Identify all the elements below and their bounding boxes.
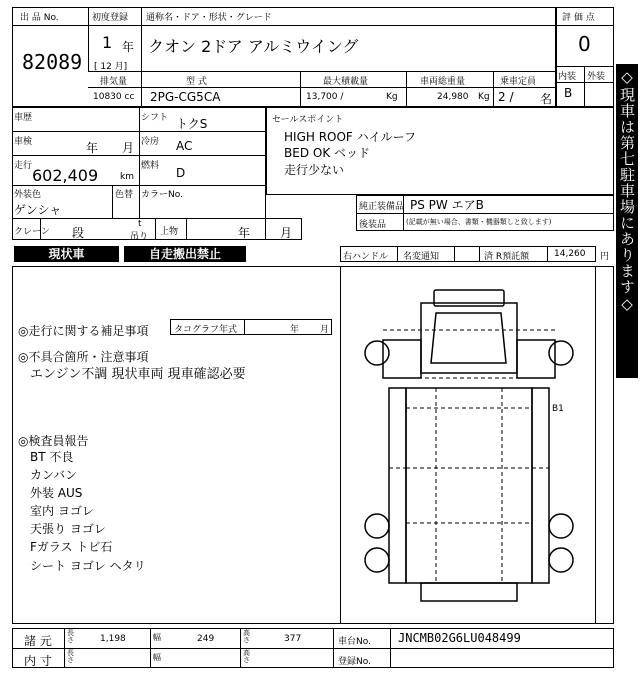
sales-line-3: 走行少ない — [284, 163, 345, 177]
recycle-value: 14,260 — [554, 249, 586, 259]
name-label: 通称名・ドア・形状・グレード — [146, 13, 272, 23]
first-reg-label: 初度登録 — [92, 13, 129, 23]
gross-label: 車両総重量 — [420, 77, 466, 87]
mileage-value: 602,409 — [32, 166, 99, 185]
shift-value: トクS — [176, 117, 208, 131]
reg-label: 登録No. — [338, 657, 371, 667]
exterior-label: 外装 — [587, 72, 606, 82]
kg-unit-2: Kg — [478, 92, 490, 102]
tacho-month: 月 — [320, 325, 330, 335]
handle-label: 右ハンドル — [343, 252, 389, 262]
defect-title: ◎不具合箇所・注意事項 — [18, 350, 149, 364]
equipment-label: 純正装備品 — [359, 202, 405, 212]
defect-text: エンジン不調 現状車両 現車確認必要 — [30, 367, 246, 382]
capacity-value: 2 / — [498, 90, 514, 104]
color-change-label: 色替 — [115, 190, 134, 200]
lot-label: 出 品 No. — [20, 13, 59, 23]
width-label: 幅 — [153, 633, 161, 642]
model-value: 2PG-CG5CA — [150, 90, 221, 104]
mileage-label: 走行 — [14, 161, 33, 171]
first-reg-year: 1 — [102, 33, 113, 52]
mount-year: 年 — [238, 226, 251, 240]
displacement-label: 排気量 — [100, 77, 128, 87]
as-is-badge: 現状車 — [14, 246, 119, 262]
inspector-line-6: Fガラス トビ石 — [30, 540, 113, 554]
lot-number: 82089 — [22, 50, 83, 74]
sales-line-1: HIGH ROOF ハイルーフ — [284, 130, 417, 144]
color-label: 外装色 — [14, 190, 42, 200]
inspector-line-1: BT 不良 — [30, 450, 74, 464]
gross-value: 24,980 — [437, 92, 469, 102]
tacho-year: 年 — [290, 325, 300, 335]
dims-label: 諸 元 — [24, 634, 52, 648]
truck-diagram — [341, 268, 595, 622]
capacity-label: 乗車定員 — [500, 77, 537, 87]
vin-label: 車台No. — [338, 637, 371, 647]
inner-width-label: 幅 — [153, 653, 161, 662]
aftermarket-note: (記載が無い場合、書類・機器類しと致します) — [406, 218, 552, 226]
max-load-label: 最大積載量 — [323, 77, 369, 87]
displacement-value: 10830 cc — [93, 92, 135, 102]
shift-label: シフト — [141, 113, 169, 123]
crane-ton: t — [138, 219, 142, 229]
side-notice-text: ◇現車は第七駐車場にあります◇ — [618, 68, 636, 314]
inner-label: 内 寸 — [24, 654, 52, 668]
aftermarket-label: 後装品 — [359, 220, 387, 230]
color-value: ゲンシャ — [14, 203, 62, 217]
vehicle-name: クオン 2ドア アルミウイング — [148, 37, 359, 56]
no-self-drive-badge: 自走搬出禁止 — [124, 246, 246, 262]
supplement-title: ◎走行に関する補足事項 — [18, 324, 149, 338]
length-value: 1,198 — [100, 634, 126, 644]
width-value: 249 — [197, 634, 215, 644]
height-value: 377 — [284, 634, 302, 644]
capacity-unit: 名 — [540, 92, 553, 106]
sales-label: セールスポイント — [272, 115, 344, 125]
height-label: 高さ — [243, 629, 250, 644]
inspector-line-2: カンバン — [30, 468, 78, 482]
inner-length-label: 長さ — [67, 649, 74, 664]
mount-label: 上物 — [160, 227, 179, 237]
cooler-value: AC — [176, 139, 193, 153]
score-value: 0 — [578, 32, 591, 56]
interior-score: B — [564, 86, 573, 100]
year-unit: 年 — [122, 40, 135, 54]
inspection-label: 車検 — [14, 137, 33, 147]
km-unit: km — [120, 172, 134, 182]
inner-height-label: 高さ — [243, 649, 250, 664]
tacho-label: タコグラフ年式 — [174, 325, 238, 335]
vin-value: JNCMB02G6LU048499 — [398, 631, 521, 645]
sales-line-2: BED OK ベッド — [284, 146, 370, 160]
fuel-value: D — [176, 166, 186, 180]
length-label: 長さ — [67, 629, 74, 644]
inspector-line-5: 天張り ヨゴレ — [30, 522, 106, 536]
cooler-label: 冷房 — [141, 137, 160, 147]
history-label: 車歴 — [14, 113, 33, 123]
inspector-line-4: 室内 ヨゴレ — [30, 504, 94, 518]
max-load-value: 13,700 / — [306, 92, 344, 102]
interior-label: 内装 — [558, 72, 577, 82]
crane-lift: 吊り — [130, 232, 149, 242]
fuel-label: 燃料 — [141, 161, 160, 171]
color-no-label: カラーNo. — [141, 190, 183, 200]
inspection-month: 月 — [122, 141, 135, 155]
mount-month: 月 — [280, 226, 293, 240]
yen-unit: 円 — [600, 252, 610, 262]
model-label: 型 式 — [186, 77, 207, 87]
name-change-label: 名変通知 — [403, 252, 440, 262]
equipment-value: PS PW エアB — [410, 198, 484, 212]
crane-steps: 段 — [72, 226, 85, 240]
kg-unit-1: Kg — [386, 92, 398, 102]
score-label: 評 価 点 — [562, 13, 595, 23]
damage-mark: B1 — [552, 404, 564, 414]
crane-label: クレーン — [14, 227, 50, 237]
inspector-title: ◎検査員報告 — [18, 434, 89, 448]
inspection-year: 年 — [86, 141, 99, 155]
inspector-line-3: 外装 AUS — [30, 486, 83, 500]
inspector-line-7: シート ヨゴレ ヘタリ — [30, 559, 146, 573]
recycle-label: 済 R預託額 — [484, 252, 530, 262]
first-reg-month: [ 12 月] — [94, 62, 128, 72]
